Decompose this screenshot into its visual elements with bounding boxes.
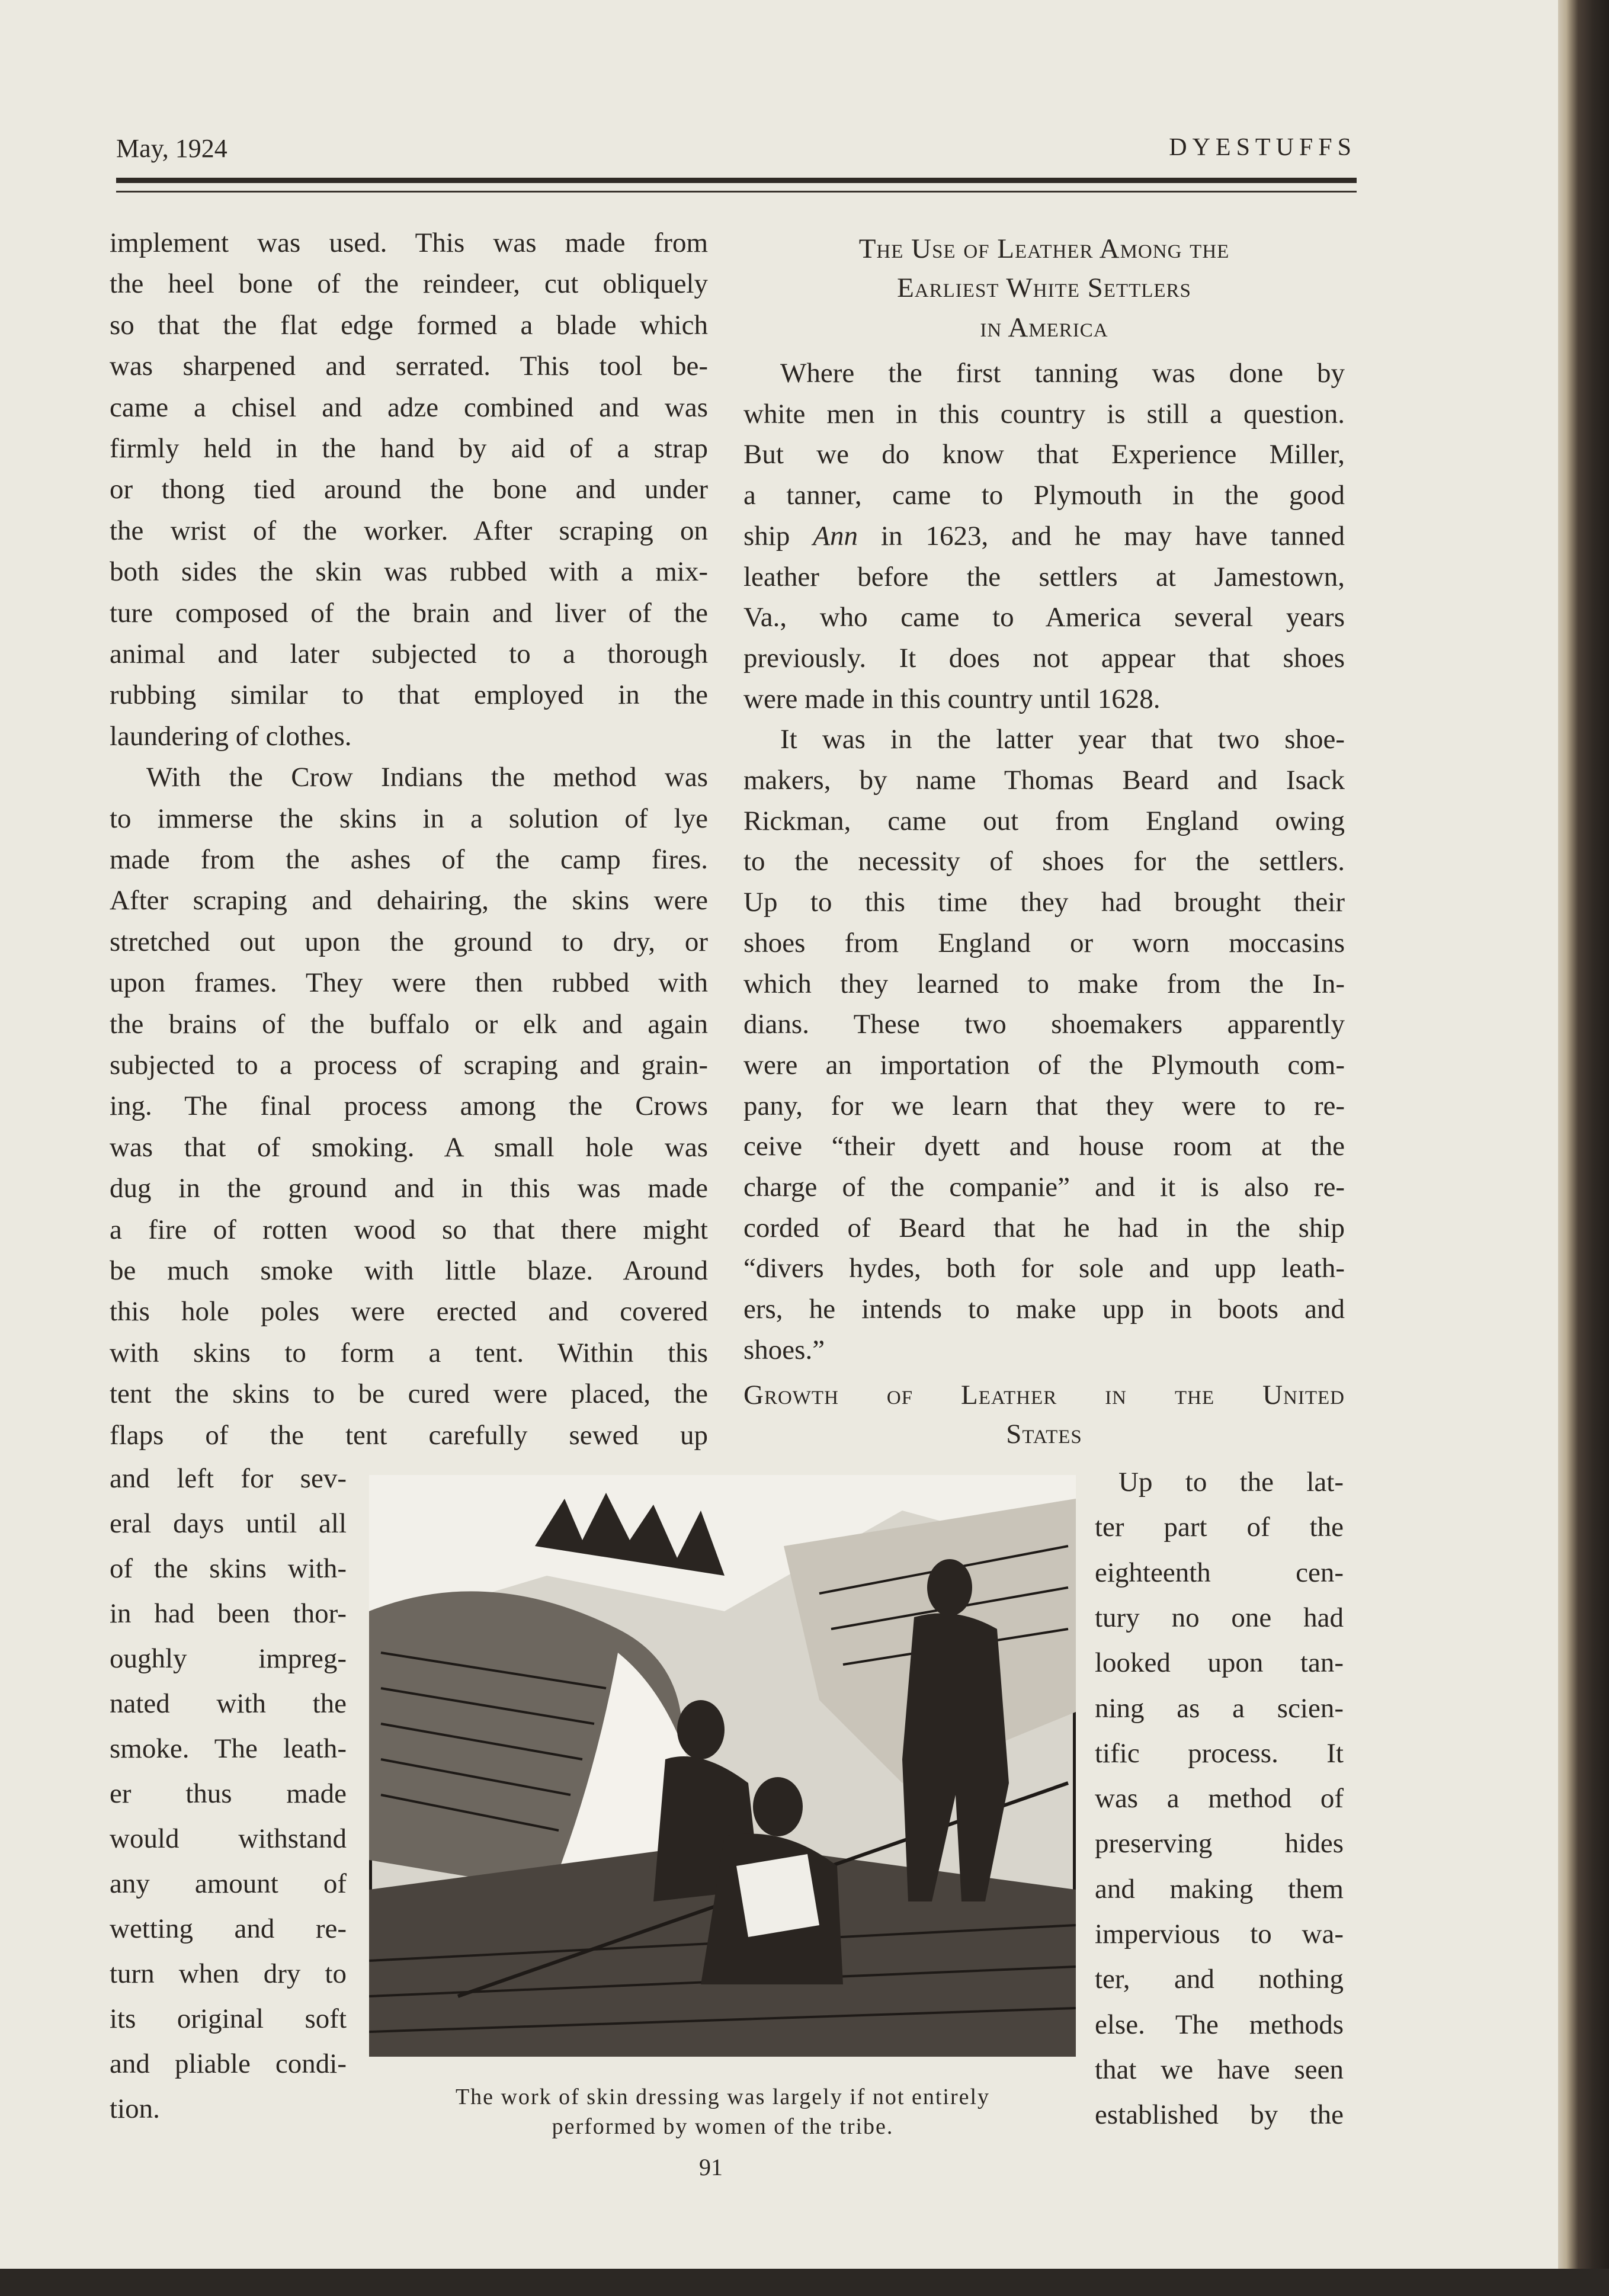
left-column-line: laundering of clothes. bbox=[110, 720, 352, 752]
left-column-wrap-line: of the skins with- bbox=[110, 1553, 347, 1584]
left-column-line: was sharpened and serrated. This tool be- bbox=[110, 351, 708, 382]
right-column-line: a tanner, came to Plymouth in the good bbox=[743, 480, 1345, 511]
right-column-line: leather before the settlers at Jamestown, bbox=[743, 561, 1345, 592]
header-rule-thick bbox=[116, 178, 1357, 183]
figure-caption-line-2: performed by women of the tribe. bbox=[552, 2114, 894, 2139]
left-column-line: animal and later subjected to a thorough bbox=[110, 639, 708, 669]
right-column-line: white men in this country is still a question. bbox=[743, 398, 1345, 429]
right-column-line: But we do know that Experience Miller, bbox=[743, 439, 1345, 470]
right-column-wrap-line: ter, and nothing bbox=[1095, 1964, 1344, 1995]
left-column-wrap-line: er thus made bbox=[110, 1778, 347, 1809]
right-column-wrap-line: looked upon tan- bbox=[1095, 1647, 1344, 1679]
section-heading-leather-settlers: in America bbox=[980, 312, 1108, 343]
left-column-line: firmly held in the hand by aid of a strap bbox=[110, 433, 708, 464]
left-column-line: the brains of the buffalo or elk and again bbox=[110, 1008, 708, 1040]
left-column-line: upon frames. They were then rubbed with bbox=[110, 967, 708, 999]
left-column-line: with skins to form a tent. Within this bbox=[110, 1337, 708, 1368]
right-column-line: corded of Beard that he had in the ship bbox=[743, 1212, 1345, 1243]
left-column-line: the wrist of the worker. After scraping on bbox=[110, 515, 708, 546]
left-column-line: was that of smoking. A small hole was bbox=[110, 1131, 708, 1163]
section-heading-leather-settlers: The Use of Leather Among the bbox=[858, 233, 1230, 264]
right-column-line: to the necessity of shoes for the settlers. bbox=[743, 846, 1345, 877]
right-column-line: It was in the latter year that two shoe- bbox=[780, 724, 1345, 755]
right-column-line: Va., who came to America several years bbox=[743, 602, 1345, 633]
right-column-wrap-line: and making them bbox=[1095, 1873, 1344, 1904]
book-binding bbox=[1558, 0, 1609, 2296]
section-heading-growth-of-leather: States bbox=[1006, 1419, 1082, 1450]
left-column-line: flaps of the tent carefully sewed up bbox=[110, 1419, 708, 1451]
right-column-wrap-line: Up to the lat- bbox=[1118, 1467, 1344, 1497]
header-rule-thin bbox=[116, 191, 1357, 193]
left-column-wrap-line: and left for sev- bbox=[110, 1463, 347, 1494]
right-column-line: ship Ann in 1623, and he may have tanned bbox=[743, 520, 1345, 551]
right-column-line: Where the first tanning was done by bbox=[780, 358, 1345, 389]
left-column-wrap-line: smoke. The leath- bbox=[110, 1733, 347, 1764]
page-number: 91 bbox=[699, 2154, 723, 2180]
left-column-line: dug in the ground and in this was made bbox=[110, 1173, 708, 1204]
left-column-line: this hole poles were erected and covered bbox=[110, 1296, 708, 1327]
scan-background bbox=[0, 2269, 1609, 2296]
right-column-wrap-line: eighteenth cen- bbox=[1095, 1557, 1344, 1588]
right-column-wrap-line: established by the bbox=[1095, 2099, 1344, 2131]
right-column-line: makers, by name Thomas Beard and Isack bbox=[743, 765, 1345, 796]
left-column-line: stretched out upon the ground to dry, or bbox=[110, 926, 708, 957]
left-column-wrap-line: oughly impreg- bbox=[110, 1643, 347, 1674]
right-column-line: Up to this time they had brought their bbox=[743, 887, 1345, 918]
left-column-wrap-line: eral days until all bbox=[110, 1508, 347, 1539]
illustration-skin-dressing bbox=[369, 1475, 1076, 2057]
left-column-line: a fire of rotten wood so that there might bbox=[110, 1214, 708, 1245]
left-column-wrap-line: tion. bbox=[110, 2093, 160, 2124]
right-column-line: ers, he intends to make upp in boots and bbox=[743, 1294, 1345, 1325]
left-column-line: With the Crow Indians the method was bbox=[146, 762, 708, 793]
right-column-line: previously. It does not appear that shoes bbox=[743, 642, 1345, 674]
left-column-line: ing. The final process among the Crows bbox=[110, 1091, 708, 1122]
right-column-wrap-line: tific process. It bbox=[1095, 1737, 1344, 1769]
left-column-wrap-line: nated with the bbox=[110, 1688, 347, 1719]
right-column-line: charge of the companie” and it is also re- bbox=[743, 1172, 1345, 1202]
left-column-line: both sides the skin was rubbed with a mix- bbox=[110, 556, 708, 588]
right-column-wrap-line: tury no one had bbox=[1095, 1602, 1344, 1633]
left-column-line: tent the skins to be cured were placed, the bbox=[110, 1378, 708, 1410]
right-column-line: shoes from England or worn moccasins bbox=[743, 927, 1345, 958]
figure-caption-line-1: The work of skin dressing was largely if not entirely bbox=[455, 2085, 991, 2109]
left-column-line: made from the ashes of the camp fires. bbox=[110, 844, 708, 875]
right-column-line: “divers hydes, both for sole and upp leath- bbox=[743, 1253, 1345, 1284]
right-column-line: ceive “their dyett and house room at the bbox=[743, 1131, 1345, 1162]
left-column-wrap-line: turn when dry to bbox=[110, 1958, 347, 1989]
right-column-wrap-line: was a method of bbox=[1095, 1783, 1344, 1814]
right-column-line: Rickman, came out from England owing bbox=[743, 805, 1345, 836]
left-column-wrap-line: and pliable condi- bbox=[110, 2048, 347, 2079]
left-column-line: ture composed of the brain and liver of the bbox=[110, 597, 708, 628]
right-column-line: dians. These two shoemakers apparently bbox=[743, 1009, 1345, 1040]
right-column-wrap-line: ning as a scien- bbox=[1095, 1692, 1344, 1724]
left-column-line: to immerse the skins in a solution of lye bbox=[110, 803, 708, 834]
right-column-line: shoes.” bbox=[743, 1334, 825, 1365]
left-column-line: so that the flat edge formed a blade which bbox=[110, 309, 708, 341]
left-column-line: or thong tied around the bone and under bbox=[110, 474, 708, 505]
left-column-line: After scraping and dehairing, the skins were bbox=[110, 885, 708, 916]
header-publication: DYESTUFFS bbox=[1169, 134, 1357, 161]
left-column-wrap-line: in had been thor- bbox=[110, 1598, 347, 1629]
right-column-wrap-line: impervious to wa- bbox=[1095, 1919, 1344, 1949]
section-heading-growth-of-leather: Growth of Leather in the United bbox=[743, 1380, 1345, 1410]
left-column-line: implement was used. This was made from bbox=[110, 227, 708, 258]
left-column-line: came a chisel and adze combined and was bbox=[110, 392, 708, 423]
left-column-wrap-line: wetting and re- bbox=[110, 1913, 347, 1944]
right-column-line: were made in this country until 1628. bbox=[743, 683, 1161, 714]
left-column-wrap-line: any amount of bbox=[110, 1868, 347, 1899]
header-date: May, 1924 bbox=[116, 134, 227, 163]
right-column-wrap-line: else. The methods bbox=[1095, 2009, 1344, 2040]
section-heading-leather-settlers: Earliest White Settlers bbox=[897, 272, 1191, 303]
right-column-wrap-line: ter part of the bbox=[1095, 1512, 1344, 1543]
right-column-wrap-line: that we have seen bbox=[1095, 2054, 1344, 2085]
right-column-line: pany, for we learn that they were to re- bbox=[743, 1090, 1345, 1121]
left-column-wrap-line: its original soft bbox=[110, 2003, 347, 2034]
right-column-line: which they learned to make from the In- bbox=[743, 968, 1345, 999]
left-column-line: rubbing similar to that employed in the bbox=[110, 679, 708, 711]
left-column-wrap-line: would withstand bbox=[110, 1823, 347, 1854]
left-column-line: be much smoke with little blaze. Around bbox=[110, 1255, 708, 1286]
right-column-wrap-line: preserving hides bbox=[1095, 1828, 1344, 1859]
left-column-line: the heel bone of the reindeer, cut obliquely bbox=[110, 268, 708, 300]
right-column-line: were an importation of the Plymouth com- bbox=[743, 1049, 1345, 1080]
left-column-line: subjected to a process of scraping and grain- bbox=[110, 1050, 708, 1080]
